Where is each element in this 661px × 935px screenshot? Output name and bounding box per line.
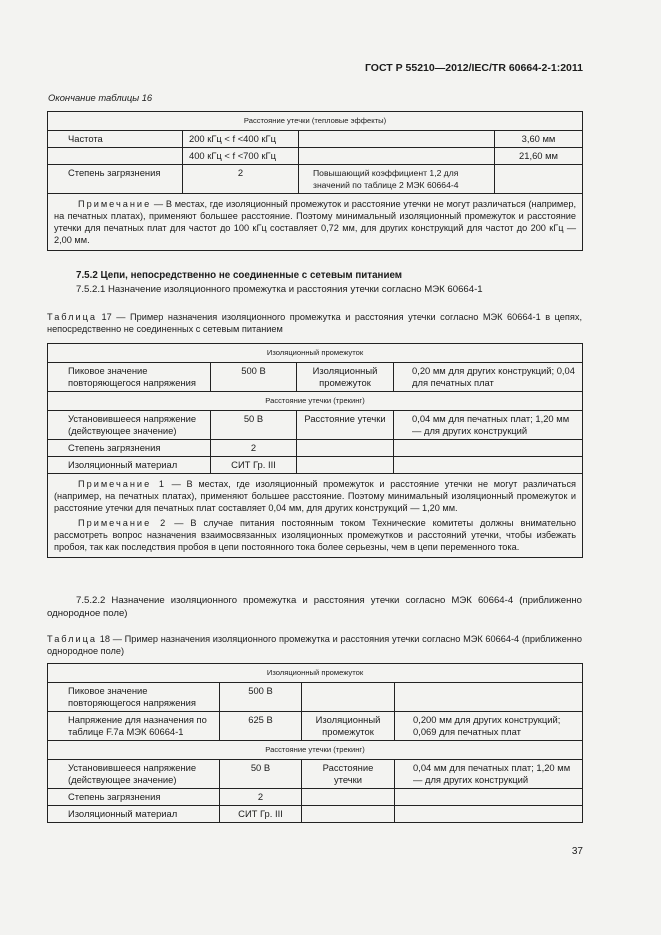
table-row: Пиковое значение повторяющегося напряжения 500 В Изоляционный промежуток 0,20 мм для других конструкций; 0,04 для печатных плат	[48, 363, 583, 392]
table-row: 400 кГц < f <700 кГц 21,60 мм	[48, 148, 583, 165]
table-row: Изоляционный материал СИТ Гр. III	[48, 806, 583, 823]
table16-note: Примечание — В местах, где изоляционный промежуток и расстояние утечки не могут различаться (например, на печатных платах), применяют большее расстояние. Поэтому минимальный изоляционный промежуток и расстояние утечки для печатных плат для частот до 100 кГц составляет 0,72 мм, для других конструкций для частот до 200 кГц — 2,00 мм.	[48, 194, 583, 251]
table-17	[47, 343, 583, 558]
subsection-7-5-2-2: 7.5.2.2 Назначение изоляционного промежутка и расстояния утечки согласно МЭК 60664-4 (приближенно однородное поле)	[47, 595, 582, 619]
table-row: Степень загрязнения 2	[48, 440, 583, 457]
table17-note-2: Примечание 2 — В случае питания постоянным током Технические комитеты должны внимательно рассмотреть вопрос назначения взаимосвязанных изоляционных промежутков и расстояний утечки, чтобы избежать пробоя, так как последствия пробоя в цепи постоянного тока более серьезны, чем в цепи переменного тока.	[54, 518, 577, 552]
table16-caption: Окончание таблицы 16	[48, 92, 153, 103]
table-row: Установившееся напряжение (действующее значение) 50 В Расстояние утечки 0,04 мм для печатных плат; 1,20 мм — для других конструкций	[48, 411, 583, 440]
table17-notes	[48, 474, 583, 558]
table18-section-creepage: Расстояние утечки (трекинг)	[48, 741, 583, 760]
table-18	[47, 663, 583, 823]
table17-note-1: Примечание 1 — В местах, где изоляционный промежуток и расстояние утечки не могут различаться (например, на печатных платах), применяют большее расстояние. Поэтому минимальный изоляционный промежуток и расстояние утечки для печатных плат составляет 0,04 мм, для других конструкций — 1,20 мм.	[54, 479, 577, 513]
subsection-7-5-2-1: 7.5.2.1 Назначение изоляционного промежутка и расстояния утечки согласно МЭК 60664-1	[76, 284, 483, 295]
table-row: Изоляционный материал СИТ Гр. III	[48, 457, 583, 474]
document-header: ГОСТ Р 55210—2012/IEC/TR 60664-2-1:2011	[364, 62, 583, 74]
table-row: Степень загрязнения 2 Повышающий коэффициент 1,2 для значений по таблице 2 МЭК 60664-4	[48, 165, 583, 194]
table-row: Установившееся напряжение (действующее значение) 50 В Расстояние утечки 0,04 мм для печатных плат; 1,20 мм — для других конструкций	[48, 760, 583, 789]
table-row: Напряжение для назначения по таблице F.7a МЭК 60664-1 625 В Изоляционный промежуток 0,200 мм для других конструкций; 0,069 для печатных плат	[48, 712, 583, 741]
table-row: Степень загрязнения 2	[48, 789, 583, 806]
table18-caption: Таблица 18 — Пример назначения изоляционного промежутка и расстояния утечки согласно МЭК 60664-4 (приближенно однородное поле)	[47, 634, 582, 656]
page-number: 37	[571, 846, 583, 857]
table-16	[47, 111, 583, 251]
table16-section: Расстояние утечки (тепловые эффекты)	[48, 112, 583, 131]
table17-section-clearance: Изоляционный промежуток	[48, 344, 583, 363]
table17-caption: Таблица 17 — Пример назначения изоляционного промежутка и расстояния утечки согласно МЭК 60664-1 в цепях, непосредственно не соединенных с сетевым питанием	[47, 312, 582, 334]
section-heading-7-5-2: 7.5.2 Цепи, непосредственно не соединенные с сетевым питанием	[76, 270, 403, 281]
table18-section-clearance: Изоляционный промежуток	[48, 664, 583, 683]
table-row: Частота 200 кГц < f <400 кГц 3,60 мм	[48, 131, 583, 148]
table-row: Пиковое значение повторяющегося напряжения 500 В	[48, 683, 583, 712]
table17-section-creepage: Расстояние утечки (трекинг)	[48, 392, 583, 411]
